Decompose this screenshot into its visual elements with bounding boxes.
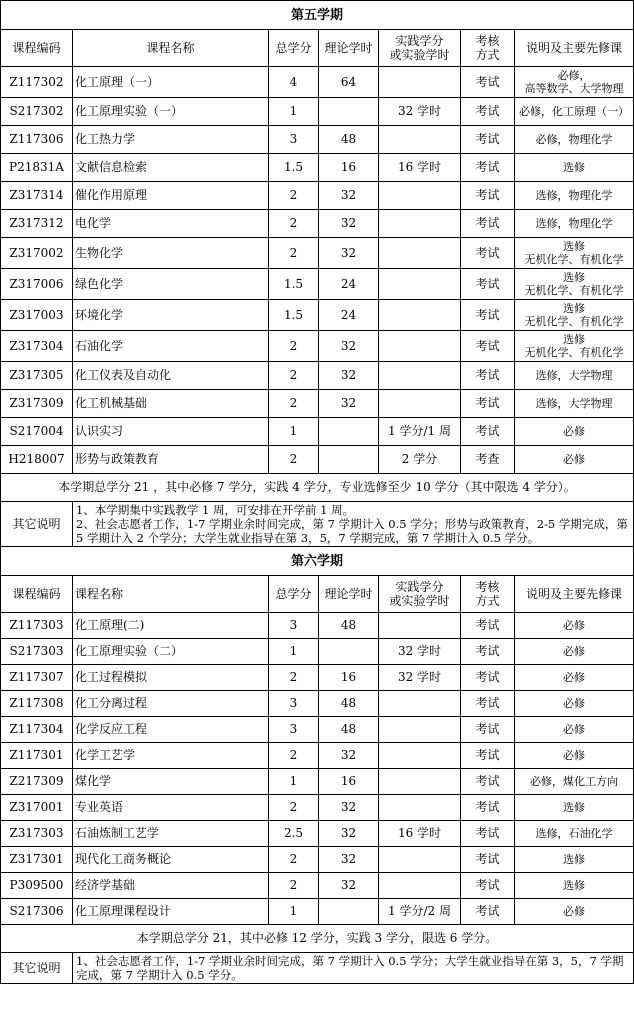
course-name: 形势与政策教育 xyxy=(73,446,269,474)
other-notes-text: 1、本学期集中实践教学 1 周，可安排在开学前 1 周。 2、社会志愿者工作，1-7 学期业余时间完成，第 7 学期计入 0.5 学分；形势与政策教育，2-5 学期完成，第 5 学期计入 2 个学分；大学生就业指导在第 3，5，7 学期完成，第 7 学期计入 0.5 学分。 xyxy=(73,502,634,547)
header-practice: 实践学分 或实验学时 xyxy=(379,576,461,613)
theory-hours: 32 xyxy=(319,182,379,210)
semester5-other-row xyxy=(1,502,634,547)
course-remark: 必修，化工原理（一） xyxy=(515,98,634,126)
course-name: 绿色化学 xyxy=(73,269,269,300)
course-remark: 必修， 高等数学、大学物理 xyxy=(515,67,634,98)
theory-hours: 32 xyxy=(319,821,379,847)
course-remark: 必修，物理化学 xyxy=(515,126,634,154)
theory-hours: 32 xyxy=(319,210,379,238)
exam-type: 考试 xyxy=(461,98,515,126)
practice-hours xyxy=(379,331,461,362)
theory-hours: 32 xyxy=(319,390,379,418)
table-row xyxy=(1,331,634,362)
table-row xyxy=(1,613,634,639)
course-remark: 选修，大学物理 xyxy=(515,362,634,390)
course-name: 化工原理(二) xyxy=(73,613,269,639)
practice-hours xyxy=(379,743,461,769)
total-credits: 2 xyxy=(269,743,319,769)
total-credits: 2 xyxy=(269,238,319,269)
table-row xyxy=(1,269,634,300)
theory-hours: 64 xyxy=(319,67,379,98)
theory-hours: 48 xyxy=(319,126,379,154)
theory-hours: 24 xyxy=(319,300,379,331)
course-code: Z317303 xyxy=(1,821,73,847)
table-row xyxy=(1,639,634,665)
theory-hours xyxy=(319,639,379,665)
total-credits: 1 xyxy=(269,769,319,795)
exam-type: 考试 xyxy=(461,238,515,269)
exam-type: 考试 xyxy=(461,821,515,847)
practice-hours: 32 学时 xyxy=(379,665,461,691)
header-code: 课程编码 xyxy=(1,30,73,67)
header-exam: 考核 方式 xyxy=(461,576,515,613)
theory-hours: 32 xyxy=(319,847,379,873)
theory-hours xyxy=(319,418,379,446)
total-credits: 2 xyxy=(269,182,319,210)
course-name: 生物化学 xyxy=(73,238,269,269)
header-exam: 考核 方式 xyxy=(461,30,515,67)
header-theory-hours: 理论学时 xyxy=(319,576,379,613)
practice-hours xyxy=(379,67,461,98)
course-name: 电化学 xyxy=(73,210,269,238)
table-row xyxy=(1,795,634,821)
course-code: P309500 xyxy=(1,873,73,899)
theory-hours: 32 xyxy=(319,362,379,390)
exam-type: 考试 xyxy=(461,300,515,331)
practice-hours xyxy=(379,362,461,390)
course-name: 化学反应工程 xyxy=(73,717,269,743)
exam-type: 考试 xyxy=(461,390,515,418)
exam-type: 考试 xyxy=(461,899,515,925)
theory-hours: 16 xyxy=(319,154,379,182)
course-remark: 必修 xyxy=(515,717,634,743)
course-name: 经济学基础 xyxy=(73,873,269,899)
exam-type: 考试 xyxy=(461,847,515,873)
exam-type: 考试 xyxy=(461,717,515,743)
course-remark: 选修，石油化学 xyxy=(515,821,634,847)
total-credits: 2 xyxy=(269,873,319,899)
exam-type: 考试 xyxy=(461,126,515,154)
total-credits: 2.5 xyxy=(269,821,319,847)
table-row xyxy=(1,899,634,925)
practice-hours: 1 学分/2 周 xyxy=(379,899,461,925)
practice-hours: 16 学时 xyxy=(379,821,461,847)
course-code: Z117304 xyxy=(1,717,73,743)
course-name: 化工原理实验（一） xyxy=(73,98,269,126)
theory-hours: 48 xyxy=(319,613,379,639)
course-code: Z317001 xyxy=(1,795,73,821)
course-remark: 必修 xyxy=(515,639,634,665)
course-remark: 选修，物理化学 xyxy=(515,210,634,238)
table-row xyxy=(1,847,634,873)
practice-hours xyxy=(379,238,461,269)
course-name: 石油炼制工艺学 xyxy=(73,821,269,847)
course-remark: 必修 xyxy=(515,743,634,769)
theory-hours: 32 xyxy=(319,795,379,821)
practice-hours xyxy=(379,613,461,639)
total-credits: 4 xyxy=(269,67,319,98)
header-remark: 说明及主要先修课 xyxy=(515,576,634,613)
course-remark: 选修 无机化学、有机化学 xyxy=(515,300,634,331)
header-practice: 实践学分 或实验学时 xyxy=(379,30,461,67)
theory-hours: 48 xyxy=(319,717,379,743)
other-notes-label: 其它说明 xyxy=(1,502,73,547)
course-code: Z117308 xyxy=(1,691,73,717)
course-name: 石油化学 xyxy=(73,331,269,362)
table-row xyxy=(1,418,634,446)
exam-type: 考试 xyxy=(461,418,515,446)
exam-type: 考试 xyxy=(461,269,515,300)
header-total-credits: 总学分 xyxy=(269,576,319,613)
course-code: Z117303 xyxy=(1,613,73,639)
semester5-summary-row xyxy=(1,474,634,502)
course-name: 认识实习 xyxy=(73,418,269,446)
course-remark: 选修 无机化学、有机化学 xyxy=(515,331,634,362)
semester6-other-row xyxy=(1,953,634,984)
table-row xyxy=(1,717,634,743)
other-notes-label: 其它说明 xyxy=(1,953,73,984)
course-remark: 必修 xyxy=(515,665,634,691)
practice-hours xyxy=(379,300,461,331)
practice-hours xyxy=(379,691,461,717)
practice-hours xyxy=(379,126,461,154)
total-credits: 2 xyxy=(269,390,319,418)
course-code: Z317003 xyxy=(1,300,73,331)
exam-type: 考试 xyxy=(461,210,515,238)
header-name: 课程名称 xyxy=(73,576,269,613)
header-theory-hours: 理论学时 xyxy=(319,30,379,67)
header-code: 课程编码 xyxy=(1,576,73,613)
course-code: Z317309 xyxy=(1,390,73,418)
table-row xyxy=(1,300,634,331)
practice-hours xyxy=(379,269,461,300)
exam-type: 考试 xyxy=(461,691,515,717)
course-code: Z317312 xyxy=(1,210,73,238)
table-row xyxy=(1,362,634,390)
semester6-summary-row xyxy=(1,925,634,953)
course-remark: 必修 xyxy=(515,691,634,717)
total-credits: 3 xyxy=(269,613,319,639)
semester6-summary: 本学期总学分 21，其中必修 12 学分，实践 3 学分，限选 6 学分。 xyxy=(1,925,634,953)
course-name: 催化作用原理 xyxy=(73,182,269,210)
total-credits: 3 xyxy=(269,717,319,743)
course-remark: 选修 无机化学、有机化学 xyxy=(515,269,634,300)
exam-type: 考试 xyxy=(461,873,515,899)
course-name: 化工分离过程 xyxy=(73,691,269,717)
course-name: 化工机械基础 xyxy=(73,390,269,418)
total-credits: 2 xyxy=(269,795,319,821)
exam-type: 考试 xyxy=(461,331,515,362)
course-code: S217302 xyxy=(1,98,73,126)
course-code: Z217309 xyxy=(1,769,73,795)
practice-hours xyxy=(379,873,461,899)
course-code: S217303 xyxy=(1,639,73,665)
total-credits: 2 xyxy=(269,331,319,362)
total-credits: 2 xyxy=(269,210,319,238)
theory-hours: 48 xyxy=(319,691,379,717)
header-name: 课程名称 xyxy=(73,30,269,67)
semester5-summary: 本学期总学分 21 ，其中必修 7 学分，实践 4 学分，专业选修至少 10 学分（其中限选 4 学分）。 xyxy=(1,474,634,502)
practice-hours: 32 学时 xyxy=(379,639,461,665)
course-name: 环境化学 xyxy=(73,300,269,331)
course-name: 专业英语 xyxy=(73,795,269,821)
course-name: 现代化工商务概论 xyxy=(73,847,269,873)
practice-hours: 16 学时 xyxy=(379,154,461,182)
table-row xyxy=(1,390,634,418)
theory-hours xyxy=(319,98,379,126)
theory-hours: 32 xyxy=(319,873,379,899)
course-code: Z117302 xyxy=(1,67,73,98)
practice-hours xyxy=(379,847,461,873)
total-credits: 1 xyxy=(269,98,319,126)
exam-type: 考试 xyxy=(461,795,515,821)
course-remark: 选修 xyxy=(515,847,634,873)
practice-hours: 32 学时 xyxy=(379,98,461,126)
exam-type: 考试 xyxy=(461,639,515,665)
course-code: P21831A xyxy=(1,154,73,182)
header-total-credits: 总学分 xyxy=(269,30,319,67)
exam-type: 考试 xyxy=(461,613,515,639)
exam-type: 考试 xyxy=(461,769,515,795)
exam-type: 考试 xyxy=(461,743,515,769)
course-name: 化工热力学 xyxy=(73,126,269,154)
exam-type: 考试 xyxy=(461,67,515,98)
total-credits: 1 xyxy=(269,899,319,925)
course-remark: 选修 xyxy=(515,795,634,821)
table-row xyxy=(1,769,634,795)
course-code: Z317305 xyxy=(1,362,73,390)
total-credits: 2 xyxy=(269,362,319,390)
practice-hours xyxy=(379,769,461,795)
table-row xyxy=(1,126,634,154)
table-row xyxy=(1,873,634,899)
theory-hours: 16 xyxy=(319,665,379,691)
course-code: H218007 xyxy=(1,446,73,474)
course-code: Z317304 xyxy=(1,331,73,362)
table-row xyxy=(1,98,634,126)
header-row xyxy=(1,30,634,67)
practice-hours xyxy=(379,210,461,238)
semester6-title-row xyxy=(1,547,634,576)
course-remark: 选修，物理化学 xyxy=(515,182,634,210)
course-name: 化工过程模拟 xyxy=(73,665,269,691)
course-code: Z117301 xyxy=(1,743,73,769)
total-credits: 1.5 xyxy=(269,154,319,182)
total-credits: 1.5 xyxy=(269,300,319,331)
table-row xyxy=(1,691,634,717)
practice-hours xyxy=(379,795,461,821)
table-row xyxy=(1,182,634,210)
course-name: 文献信息检索 xyxy=(73,154,269,182)
total-credits: 1.5 xyxy=(269,269,319,300)
course-code: Z117307 xyxy=(1,665,73,691)
theory-hours: 32 xyxy=(319,238,379,269)
course-remark: 选修 xyxy=(515,873,634,899)
table-row xyxy=(1,743,634,769)
table-row xyxy=(1,67,634,98)
other-notes-text: 1、社会志愿者工作，1-7 学期业余时间完成，第 7 学期计入 0.5 学分；大学生就业指导在第 3，5，7 学期完成，第 7 学期计入 0.5 学分。 xyxy=(73,953,634,984)
course-code: Z317314 xyxy=(1,182,73,210)
exam-type: 考试 xyxy=(461,665,515,691)
total-credits: 3 xyxy=(269,691,319,717)
theory-hours xyxy=(319,446,379,474)
header-remark: 说明及主要先修课 xyxy=(515,30,634,67)
table-row xyxy=(1,238,634,269)
exam-type: 考试 xyxy=(461,154,515,182)
theory-hours: 16 xyxy=(319,769,379,795)
course-remark: 必修，煤化工方向 xyxy=(515,769,634,795)
total-credits: 2 xyxy=(269,665,319,691)
course-code: Z317006 xyxy=(1,269,73,300)
practice-hours: 2 学分 xyxy=(379,446,461,474)
table-row xyxy=(1,446,634,474)
table-row xyxy=(1,210,634,238)
theory-hours: 24 xyxy=(319,269,379,300)
semester5-title-row xyxy=(1,1,634,30)
practice-hours xyxy=(379,182,461,210)
course-name: 化学工艺学 xyxy=(73,743,269,769)
total-credits: 1 xyxy=(269,639,319,665)
exam-type: 考试 xyxy=(461,362,515,390)
practice-hours xyxy=(379,390,461,418)
total-credits: 2 xyxy=(269,446,319,474)
table-body xyxy=(1,1,634,984)
course-name: 煤化学 xyxy=(73,769,269,795)
theory-hours: 32 xyxy=(319,743,379,769)
course-name: 化工原理实验（二） xyxy=(73,639,269,665)
exam-type: 考试 xyxy=(461,182,515,210)
course-code: Z117306 xyxy=(1,126,73,154)
course-code: S217306 xyxy=(1,899,73,925)
course-remark: 选修，大学物理 xyxy=(515,390,634,418)
course-remark: 必修 xyxy=(515,418,634,446)
course-code: Z317301 xyxy=(1,847,73,873)
total-credits: 3 xyxy=(269,126,319,154)
course-remark: 必修 xyxy=(515,613,634,639)
course-name: 化工仪表及自动化 xyxy=(73,362,269,390)
total-credits: 2 xyxy=(269,847,319,873)
course-name: 化工原理课程设计 xyxy=(73,899,269,925)
course-remark: 选修 无机化学、有机化学 xyxy=(515,238,634,269)
table-row xyxy=(1,821,634,847)
practice-hours xyxy=(379,717,461,743)
course-remark: 选修 xyxy=(515,154,634,182)
course-remark: 必修 xyxy=(515,899,634,925)
exam-type: 考查 xyxy=(461,446,515,474)
table-row xyxy=(1,154,634,182)
table-row xyxy=(1,665,634,691)
practice-hours: 1 学分/1 周 xyxy=(379,418,461,446)
course-remark: 必修 xyxy=(515,446,634,474)
header-row xyxy=(1,576,634,613)
course-code: S217004 xyxy=(1,418,73,446)
total-credits: 1 xyxy=(269,418,319,446)
theory-hours: 32 xyxy=(319,331,379,362)
theory-hours xyxy=(319,899,379,925)
course-name: 化工原理（一） xyxy=(73,67,269,98)
course-code: Z317002 xyxy=(1,238,73,269)
semester6-title: 第六学期 xyxy=(1,547,634,576)
semester5-title: 第五学期 xyxy=(1,1,634,30)
